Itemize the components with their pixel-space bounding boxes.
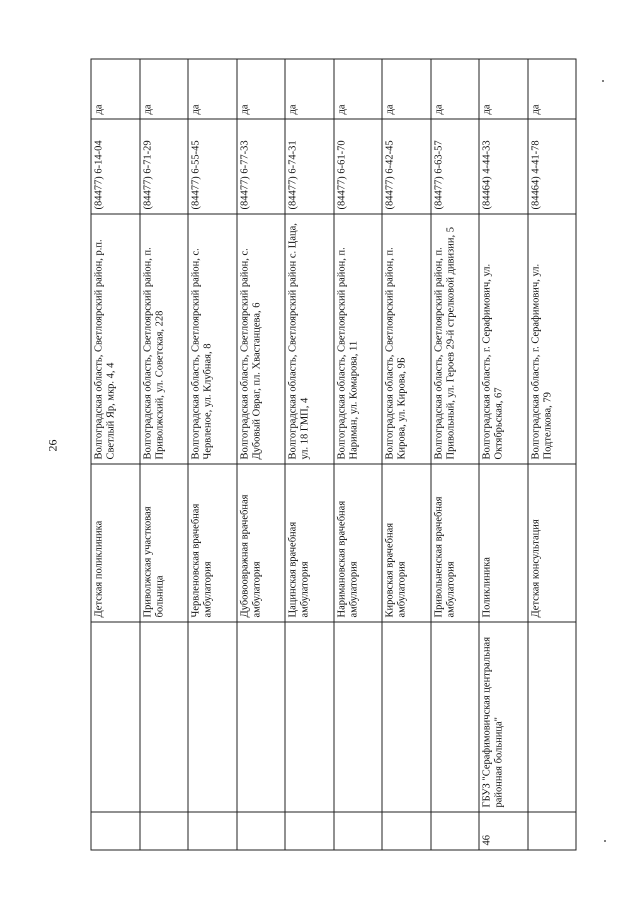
cell-org bbox=[237, 622, 286, 812]
cell-flag: да bbox=[528, 59, 577, 119]
cell-address: Волгоградская область, Светлоярский район, р.п. Светлый Яр, мкр. 4, 4 bbox=[91, 214, 140, 464]
cell-flag: да bbox=[334, 59, 383, 119]
cell-address: Волгоградская область, Светлоярский район, п. Нариман, ул. Комарова, 11 bbox=[334, 214, 383, 464]
scan-speck bbox=[604, 840, 606, 842]
cell-phone: (84477) 6-74-31 bbox=[285, 119, 334, 214]
cell-name: Цацинская врачебная амбулатория bbox=[285, 464, 334, 622]
cell-address: Волгоградская область, Светлоярский район, п. Кирова, ул. Кирова, 9Б bbox=[382, 214, 431, 464]
cell-name: Кировская врачебная амбулатория bbox=[382, 464, 431, 622]
cell-flag: да bbox=[140, 59, 189, 119]
cell-num: 46 bbox=[479, 812, 528, 850]
cell-num bbox=[237, 812, 286, 850]
cell-flag: да bbox=[285, 59, 334, 119]
cell-name: Поликлиника bbox=[479, 464, 528, 622]
cell-org bbox=[285, 622, 334, 812]
cell-phone: (84477) 6-71-29 bbox=[140, 119, 189, 214]
table-row bbox=[188, 59, 237, 850]
table-row bbox=[479, 59, 528, 850]
cell-num bbox=[431, 812, 480, 850]
cell-org: ГБУЗ "Серафимовичская центральная районная больница" bbox=[479, 622, 528, 812]
cell-org bbox=[91, 622, 140, 812]
table-row bbox=[140, 59, 189, 850]
table-row bbox=[431, 59, 480, 850]
cell-num bbox=[285, 812, 334, 850]
cell-phone: (84464) 4-41-78 bbox=[528, 119, 577, 214]
cell-num bbox=[382, 812, 431, 850]
cell-org bbox=[528, 622, 577, 812]
cell-phone: (84477) 6-14-04 bbox=[91, 119, 140, 214]
cell-num bbox=[528, 812, 577, 850]
table-row bbox=[285, 59, 334, 850]
cell-num bbox=[140, 812, 189, 850]
table-row bbox=[528, 59, 577, 850]
cell-flag: да bbox=[382, 59, 431, 119]
cell-name: Наримановская врачебная амбулатория bbox=[334, 464, 383, 622]
cell-address: Волгоградская область, Светлоярский район с. Цаца, ул. 18 ГМП, 4 bbox=[285, 214, 334, 464]
cell-flag: да bbox=[188, 59, 237, 119]
cell-org bbox=[188, 622, 237, 812]
cell-num bbox=[91, 812, 140, 850]
cell-flag: да bbox=[237, 59, 286, 119]
cell-name: Детская поликлиника bbox=[91, 464, 140, 622]
cell-name: Червленовская врачебная амбулатория bbox=[188, 464, 237, 622]
cell-flag: да bbox=[431, 59, 480, 119]
cell-phone: (84477) 6-42-45 bbox=[382, 119, 431, 214]
table-row bbox=[382, 59, 431, 850]
cell-address: Волгоградская область, Светлоярский район, п. Привольный, ул. Героев 29-й стрелковой дивизии, 5 bbox=[431, 214, 480, 464]
cell-address: Волгоградская область, Светлоярский район, с. Дубовый Овраг, пл. Хвастанцева, 6 bbox=[237, 214, 286, 464]
scan-speck bbox=[602, 80, 604, 82]
cell-org bbox=[431, 622, 480, 812]
cell-org bbox=[140, 622, 189, 812]
table-row bbox=[91, 59, 140, 850]
cell-name: Привольненская врачебная амбулатория bbox=[431, 464, 480, 622]
cell-address: Волгоградская область, г. Серафимович, ул. Октябрьская, 67 bbox=[479, 214, 528, 464]
cell-org bbox=[382, 622, 431, 812]
cell-phone: (84464) 4-44-33 bbox=[479, 119, 528, 214]
table-row bbox=[334, 59, 383, 850]
cell-phone: (84477) 6-77-33 bbox=[237, 119, 286, 214]
facilities-table bbox=[91, 59, 577, 851]
cell-flag: да bbox=[91, 59, 140, 119]
cell-num bbox=[334, 812, 383, 850]
cell-flag: да bbox=[479, 59, 528, 119]
page-number: 26 bbox=[45, 439, 60, 452]
cell-phone: (84477) 6-63-57 bbox=[431, 119, 480, 214]
cell-phone: (84477) 6-55-45 bbox=[188, 119, 237, 214]
cell-name: Дубовоовражная врачебная амбулатория bbox=[237, 464, 286, 622]
cell-address: Волгоградская область, г. Серафимович, ул. Подтелкова, 79 bbox=[528, 214, 577, 464]
cell-address: Волгоградская область, Светлоярский район, п. Приволжский, ул. Советская, 228 bbox=[140, 214, 189, 464]
cell-phone: (84477) 6-61-70 bbox=[334, 119, 383, 214]
cell-org bbox=[334, 622, 383, 812]
cell-name: Приволжская участковая больница bbox=[140, 464, 189, 622]
cell-address: Волгоградская область, Светлоярский район, с. Червленое, ул. Клубная, 8 bbox=[188, 214, 237, 464]
table-row bbox=[237, 59, 286, 850]
cell-name: Детская консультация bbox=[528, 464, 577, 622]
rotated-table bbox=[91, 60, 577, 851]
table-container bbox=[90, 60, 576, 851]
cell-num bbox=[188, 812, 237, 850]
